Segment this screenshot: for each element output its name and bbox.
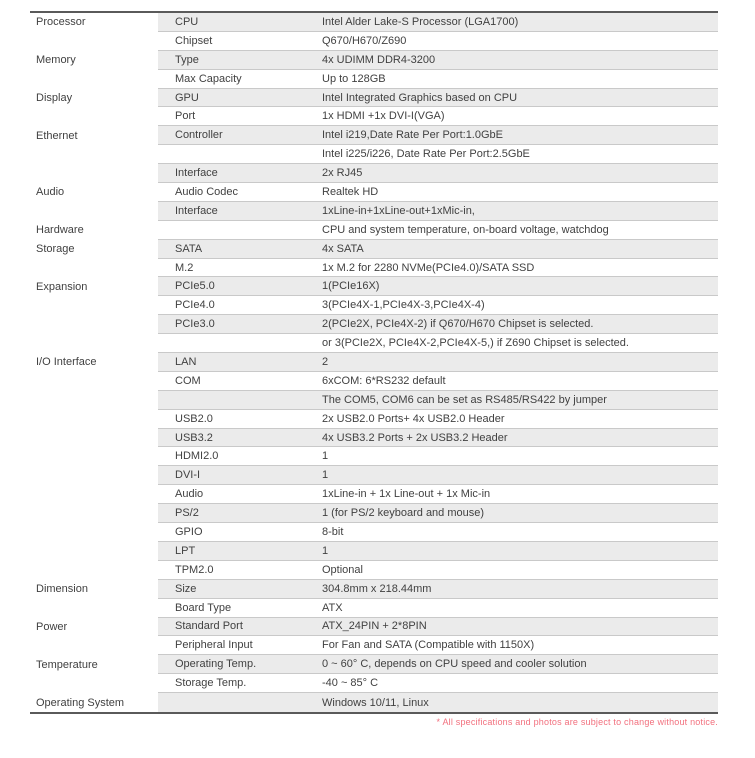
spec-value-cell: Optional — [322, 563, 363, 576]
spec-row — [30, 655, 718, 674]
spec-row-body — [158, 51, 718, 70]
spec-row-body — [158, 599, 718, 618]
spec-value-cell: Intel i225/i226, Date Rate Per Port:2.5GbE — [322, 148, 530, 161]
category-cell: I/O Interface — [30, 353, 158, 372]
category-cell — [30, 145, 158, 164]
spec-row — [30, 164, 718, 183]
category-cell — [30, 561, 158, 580]
spec-label-cell — [158, 391, 322, 409]
category-cell — [30, 70, 158, 89]
category-cell — [30, 315, 158, 334]
spec-row — [30, 13, 718, 32]
spec-value-cell: 4x SATA — [322, 242, 364, 255]
spec-row — [30, 561, 718, 580]
spec-row-body — [158, 107, 718, 126]
spec-row-body — [158, 296, 718, 315]
spec-value-cell: The COM5, COM6 can be set as RS485/RS422 by jumper — [322, 393, 607, 406]
spec-row-body — [158, 485, 718, 504]
spec-row-body — [158, 410, 718, 429]
category-cell: Processor — [30, 13, 158, 32]
spec-row — [30, 107, 718, 126]
spec-label-cell: USB2.0 — [175, 412, 213, 425]
spec-row — [30, 353, 718, 372]
category-cell — [30, 599, 158, 618]
spec-label-cell: Standard Port — [175, 620, 243, 633]
spec-row — [30, 183, 718, 202]
spec-row — [30, 636, 718, 655]
category-cell — [30, 164, 158, 183]
spec-value-cell: Realtek HD — [322, 185, 379, 198]
spec-row — [30, 277, 718, 296]
category-cell: Display — [30, 89, 158, 108]
spec-row — [30, 410, 718, 429]
spec-label-cell: PS/2 — [175, 507, 199, 520]
spec-label-cell: Peripheral Input — [175, 639, 253, 652]
spec-label-cell: CPU — [175, 15, 199, 28]
spec-label-cell: USB3.2 — [175, 431, 213, 444]
spec-row — [30, 126, 718, 145]
category-cell: Ethernet — [30, 126, 158, 145]
spec-row-body — [158, 655, 718, 674]
spec-row-body — [158, 561, 718, 580]
spec-row-body — [158, 580, 718, 599]
spec-label-cell: Max Capacity — [175, 72, 242, 85]
spec-row-body — [158, 89, 718, 108]
spec-value-cell: For Fan and SATA (Compatible with 1150X) — [322, 639, 535, 652]
spec-label-cell: LPT — [175, 544, 196, 557]
category-cell — [30, 504, 158, 523]
spec-row-body — [158, 126, 718, 145]
category-cell: Expansion — [30, 277, 158, 296]
spec-row — [30, 523, 718, 542]
spec-label-cell — [158, 145, 322, 163]
spec-row-body — [158, 164, 718, 183]
category-cell — [30, 466, 158, 485]
spec-row — [30, 32, 718, 51]
spec-value-cell: 2(PCIe2X, PCIe4X-2) if Q670/H670 Chipset is selected. — [322, 318, 594, 331]
spec-label-cell: Port — [175, 110, 196, 123]
spec-row — [30, 70, 718, 89]
spec-row — [30, 618, 718, 637]
spec-row-body — [158, 429, 718, 448]
spec-row-body — [158, 183, 718, 202]
category-cell — [30, 372, 158, 391]
spec-row — [30, 334, 718, 353]
category-cell — [30, 674, 158, 693]
spec-row-body — [158, 202, 718, 221]
category-cell — [30, 542, 158, 561]
spec-row — [30, 504, 718, 523]
category-cell — [30, 334, 158, 353]
spec-value-cell: Q670/H670/Z690 — [322, 34, 407, 47]
spec-value-cell: or 3(PCIe2X, PCIe4X-2,PCIe4X-5,) if Z690 Chipset is selected. — [322, 337, 629, 350]
category-cell: Dimension — [30, 580, 158, 599]
spec-label-cell: Type — [175, 53, 199, 66]
spec-label-cell: Audio Codec — [175, 185, 238, 198]
category-cell: Hardware — [30, 221, 158, 240]
spec-row — [30, 599, 718, 618]
category-cell — [30, 32, 158, 51]
spec-value-cell: ATX_24PIN + 2*8PIN — [322, 620, 427, 633]
spec-value-cell: 3(PCIe4X-1,PCIe4X-3,PCIe4X-4) — [322, 299, 485, 312]
spec-label-cell: PCIe3.0 — [175, 318, 215, 331]
category-cell — [30, 296, 158, 315]
spec-value-cell: 1x M.2 for 2280 NVMe(PCIe4.0)/SATA SSD — [322, 261, 535, 274]
spec-row — [30, 51, 718, 70]
spec-row-body — [158, 391, 718, 410]
spec-row — [30, 466, 718, 485]
spec-label-cell: Board Type — [175, 601, 232, 614]
spec-value-cell: CPU and system temperature, on-board voltage, watchdog — [322, 223, 609, 236]
spec-value-cell: 1 — [322, 450, 329, 463]
category-cell — [30, 259, 158, 278]
spec-label-cell: Chipset — [175, 34, 213, 47]
spec-row-body — [158, 70, 718, 89]
category-cell: Memory — [30, 51, 158, 70]
spec-label-cell: TPM2.0 — [175, 563, 214, 576]
spec-row — [30, 693, 718, 712]
spec-value-cell: 1 — [322, 469, 329, 482]
category-cell — [30, 391, 158, 410]
spec-label-cell: SATA — [175, 242, 203, 255]
spec-label-cell: Controller — [175, 129, 223, 142]
spec-row — [30, 485, 718, 504]
spec-value-cell: 1xLine-in+1xLine-out+1xMic-in, — [322, 204, 475, 217]
spec-table — [30, 11, 718, 714]
spec-row-body — [158, 277, 718, 296]
category-cell — [30, 485, 158, 504]
spec-label-cell: PCIe4.0 — [175, 299, 215, 312]
spec-value-cell: 4x UDIMM DDR4-3200 — [322, 53, 436, 66]
spec-label-cell: Storage Temp. — [175, 677, 247, 690]
spec-value-cell: 1 (for PS/2 keyboard and mouse) — [322, 507, 485, 520]
spec-label-cell: PCIe5.0 — [175, 280, 215, 293]
spec-label-cell: COM — [175, 374, 201, 387]
spec-value-cell: Intel Integrated Graphics based on CPU — [322, 91, 518, 104]
spec-label-cell: LAN — [175, 355, 197, 368]
spec-row — [30, 372, 718, 391]
spec-row-body — [158, 13, 718, 32]
spec-row — [30, 221, 718, 240]
spec-value-cell: Up to 128GB — [322, 72, 386, 85]
spec-row-body — [158, 504, 718, 523]
spec-row — [30, 145, 718, 164]
spec-label-cell: Operating Temp. — [175, 658, 257, 671]
spec-label-cell: Size — [175, 582, 197, 595]
spec-row-body — [158, 259, 718, 278]
spec-row — [30, 296, 718, 315]
spec-value-cell: Intel Alder Lake-S Processor (LGA1700) — [322, 15, 519, 28]
spec-value-cell: Intel i219,Date Rate Per Port:1.0GbE — [322, 129, 503, 142]
category-cell: Operating System — [30, 693, 158, 712]
category-cell: Temperature — [30, 655, 158, 674]
spec-value-cell: 8-bit — [322, 525, 344, 538]
spec-row-body — [158, 447, 718, 466]
spec-row-body — [158, 542, 718, 561]
spec-row — [30, 89, 718, 108]
spec-row-body — [158, 145, 718, 164]
spec-value-cell: 6xCOM: 6*RS232 default — [322, 374, 446, 387]
category-cell — [30, 447, 158, 466]
spec-label-cell — [158, 221, 322, 239]
spec-row — [30, 542, 718, 561]
spec-label-cell: GPU — [175, 91, 199, 104]
spec-row-body — [158, 372, 718, 391]
spec-value-cell: 2 — [322, 355, 329, 368]
spec-value-cell: 1xLine-in + 1x Line-out + 1x Mic-in — [322, 488, 491, 501]
category-cell — [30, 636, 158, 655]
spec-label-cell: Audio — [175, 488, 204, 501]
spec-label-cell — [158, 334, 322, 352]
spec-row-body — [158, 636, 718, 655]
footer-note: * All specifications and photos are subject to change without notice. — [436, 717, 718, 727]
spec-row — [30, 580, 718, 599]
spec-row-body — [158, 693, 718, 712]
category-cell: Power — [30, 618, 158, 637]
spec-row — [30, 447, 718, 466]
category-cell — [30, 410, 158, 429]
category-cell — [30, 202, 158, 221]
spec-value-cell: 1x HDMI +1x DVI-I(VGA) — [322, 110, 445, 123]
spec-row-body — [158, 674, 718, 693]
spec-value-cell: 2x RJ45 — [322, 167, 363, 180]
spec-row-body — [158, 221, 718, 240]
spec-value-cell: 0 ~ 60° C, depends on CPU speed and cooler solution — [322, 658, 587, 671]
spec-row-body — [158, 315, 718, 334]
spec-label-cell: HDMI2.0 — [175, 450, 219, 463]
category-cell: Storage — [30, 240, 158, 259]
spec-row-body — [158, 334, 718, 353]
spec-label-cell: Interface — [175, 204, 218, 217]
spec-label-cell — [158, 693, 322, 712]
spec-row — [30, 240, 718, 259]
spec-row-body — [158, 32, 718, 51]
spec-row-body — [158, 466, 718, 485]
spec-row — [30, 674, 718, 693]
spec-row — [30, 429, 718, 448]
category-cell — [30, 107, 158, 126]
spec-label-cell: DVI-I — [175, 469, 201, 482]
spec-value-cell: 1(PCIe16X) — [322, 280, 380, 293]
category-cell — [30, 429, 158, 448]
spec-label-cell: Interface — [175, 167, 218, 180]
spec-value-cell: -40 ~ 85° C — [322, 677, 379, 690]
spec-label-cell: M.2 — [175, 261, 194, 274]
category-cell — [30, 523, 158, 542]
spec-value-cell: 4x USB3.2 Ports + 2x USB3.2 Header — [322, 431, 508, 444]
spec-label-cell: GPIO — [175, 525, 203, 538]
spec-value-cell: 1 — [322, 544, 329, 557]
spec-value-cell: Windows 10/11, Linux — [322, 696, 429, 709]
spec-row-body — [158, 353, 718, 372]
spec-row-body — [158, 523, 718, 542]
spec-value-cell: 2x USB2.0 Ports+ 4x USB2.0 Header — [322, 412, 505, 425]
category-cell: Audio — [30, 183, 158, 202]
spec-row — [30, 259, 718, 278]
spec-row — [30, 202, 718, 221]
spec-value-cell: 304.8mm x 218.44mm — [322, 582, 432, 595]
spec-row-body — [158, 240, 718, 259]
spec-row — [30, 391, 718, 410]
spec-row-body — [158, 618, 718, 637]
spec-value-cell: ATX — [322, 601, 343, 614]
spec-row — [30, 315, 718, 334]
